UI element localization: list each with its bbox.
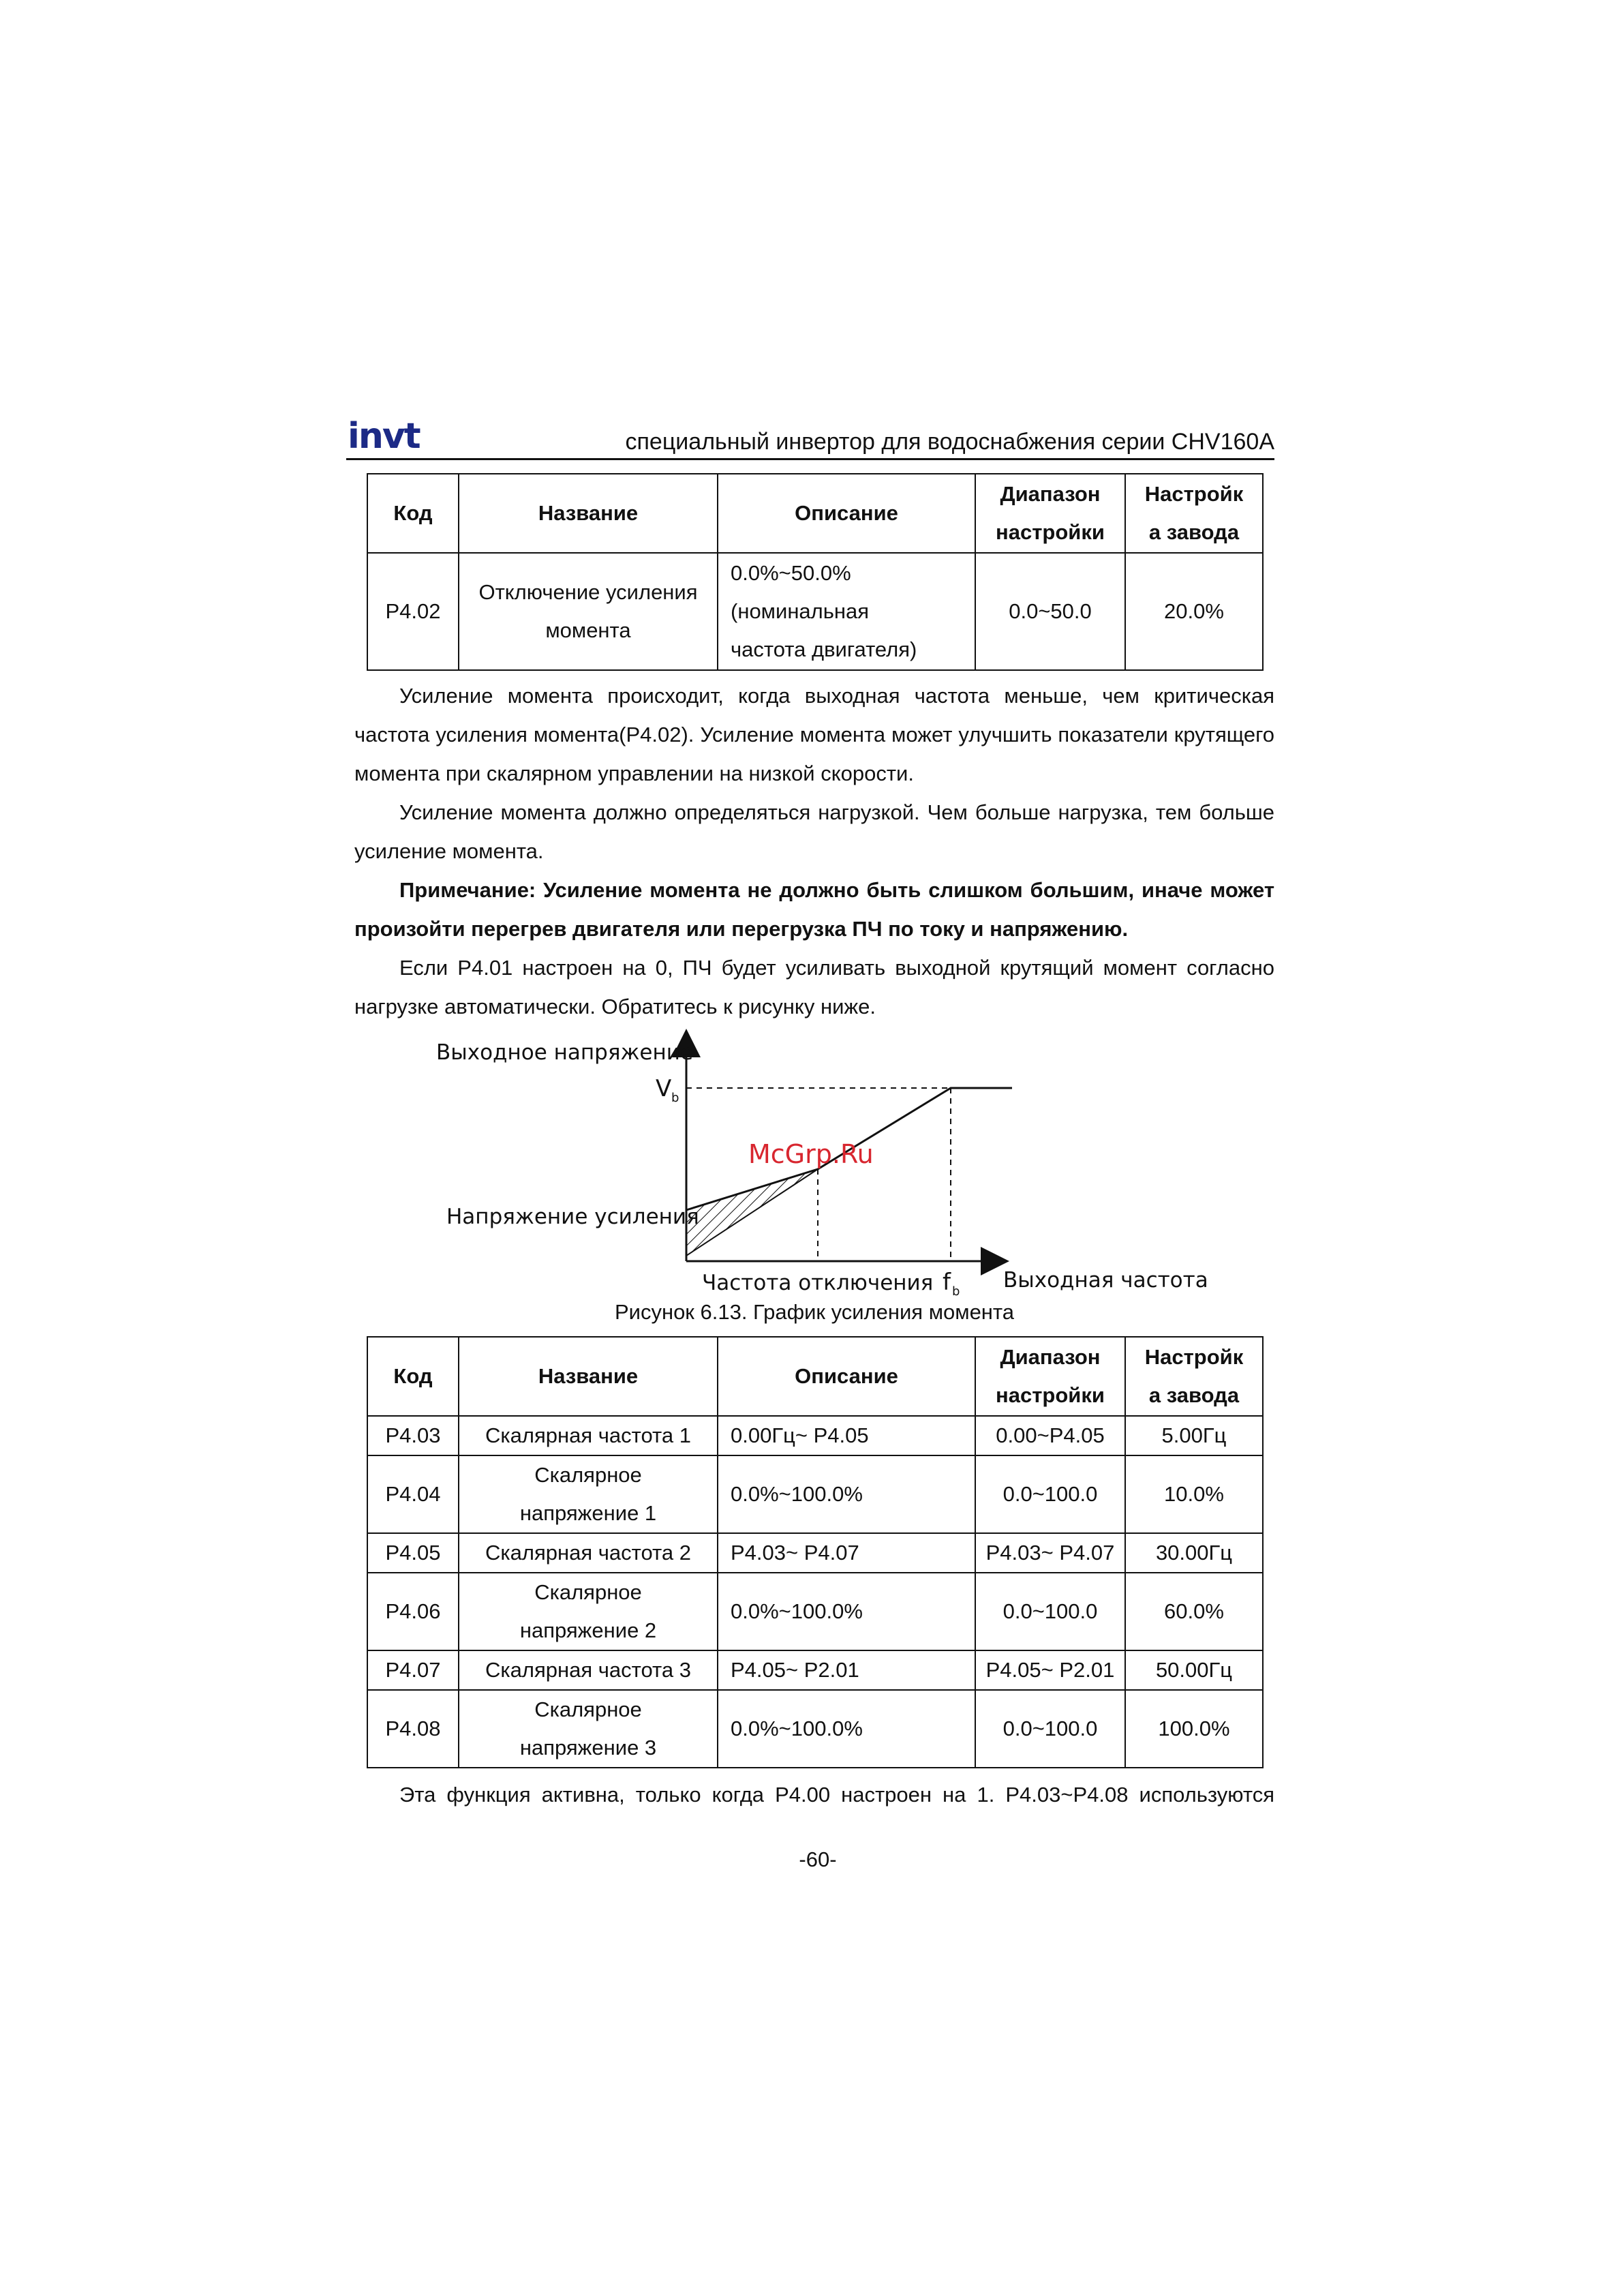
cell-name: Скалярная частота 2 (459, 1533, 718, 1573)
column-header-range: Диапазон настройки (975, 474, 1125, 553)
table-row (367, 1455, 1263, 1533)
cell-default: 100.0% (1125, 1690, 1263, 1768)
fb-subscript: b (952, 1284, 960, 1299)
cell-name: Отключение усиления момента (459, 553, 718, 670)
cell-range: 0.00~P4.05 (975, 1416, 1125, 1455)
table-row (367, 1650, 1263, 1690)
paragraph-boost-load: Усиление момента должно определяться нагрузкой. Чем больше нагрузка, тем больше усиление момента. (354, 800, 1274, 863)
cell-name: Скалярное напряжение 1 (459, 1455, 718, 1533)
cell-code: P4.02 (367, 553, 459, 670)
column-header-name: Название (459, 1337, 718, 1416)
paragraph-function-active: Эта функция активна, только когда P4.00 настроен на 1. P4.03~P4.08 используются (399, 1783, 1274, 1807)
cell-range: 0.0~100.0 (975, 1690, 1125, 1768)
cell-range: P4.05~ P2.01 (975, 1650, 1125, 1690)
cell-default: 5.00Гц (1125, 1416, 1263, 1455)
fb-label: f (943, 1269, 951, 1296)
cell-code: P4.07 (367, 1650, 459, 1690)
figure-caption: Рисунок 6.13. График усиления момента (614, 1300, 1015, 1324)
cell-code: P4.05 (367, 1533, 459, 1573)
vb-label: V (656, 1075, 672, 1102)
column-header-code: Код (367, 1337, 459, 1416)
cell-default: 50.00Гц (1125, 1650, 1263, 1690)
table-row (367, 1533, 1263, 1573)
paragraph-auto-boost: Если P4.01 настроен на 0, ПЧ будет усиливать выходной крутящий момент согласно нагрузке автоматически. Обратитесь к рисунку ниже. (354, 956, 1274, 1018)
column-header-description: Описание (718, 1337, 975, 1416)
table-row (367, 1573, 1263, 1650)
watermark: McGrp.Ru (748, 1139, 874, 1169)
note-paragraph: Примечание: Усиление момента не должно быть слишком большим, иначе может произойти перегрев двигателя или перегрузка ПЧ по току и напряжению. (354, 878, 1274, 941)
header-title: специальный инвертор для водоснабжения серии CHV160A (625, 429, 1274, 455)
cell-default: 60.0% (1125, 1573, 1263, 1650)
cell-default: 10.0% (1125, 1455, 1263, 1533)
cell-name: Скалярное напряжение 2 (459, 1573, 718, 1650)
cell-description: 0.00Гц~ P4.05 (718, 1416, 975, 1455)
column-header-range: Диапазон настройки (975, 1337, 1125, 1416)
cell-description: 0.0%~100.0% (718, 1573, 975, 1650)
cell-code: P4.06 (367, 1573, 459, 1650)
column-header-code: Код (367, 474, 459, 553)
table-row (367, 1690, 1263, 1768)
cell-range: 0.0~100.0 (975, 1455, 1125, 1533)
boost-hatched-area (686, 1169, 818, 1256)
table-header-row (367, 1337, 1263, 1416)
cell-code: P4.03 (367, 1416, 459, 1455)
column-header-default: Настройк а завода (1125, 474, 1263, 553)
cell-description: 0.0%~50.0% (номинальная частота двигателя) (718, 553, 975, 670)
y-axis-label: Выходное напряжение (436, 1040, 693, 1065)
parameter-table-scalar (367, 1336, 1264, 1768)
cell-range: P4.03~ P4.07 (975, 1533, 1125, 1573)
cell-name: Скалярное напряжение 3 (459, 1690, 718, 1768)
cell-name: Скалярная частота 3 (459, 1650, 718, 1690)
column-header-default: Настройк а завода (1125, 1337, 1263, 1416)
column-header-name: Название (459, 474, 718, 553)
cell-description: 0.0%~100.0% (718, 1690, 975, 1768)
paragraph-boost-intro: Усиление момента происходит, когда выходная частота меньше, чем критическая частота усиления момента(P4.02). Усиление момента может улучшить показатели крутящего момента при скалярном управлении на низкой скорости. (354, 684, 1274, 785)
x-axis-label: Выходная частота (1003, 1268, 1208, 1293)
column-header-description: Описание (718, 474, 975, 553)
cell-description: P4.03~ P4.07 (718, 1533, 975, 1573)
cell-name: Скалярная частота 1 (459, 1416, 718, 1455)
cell-description: P4.05~ P2.01 (718, 1650, 975, 1690)
boost-voltage-label: Напряжение усиления (446, 1205, 699, 1229)
cell-description: 0.0%~100.0% (718, 1455, 975, 1533)
logo-text: invt (348, 416, 420, 457)
cell-default: 20.0% (1125, 553, 1263, 670)
page-number: -60- (799, 1847, 837, 1871)
vb-subscript: b (671, 1091, 679, 1105)
cell-code: P4.04 (367, 1455, 459, 1533)
cell-range: 0.0~50.0 (975, 553, 1125, 670)
cell-code: P4.08 (367, 1690, 459, 1768)
cell-default: 30.00Гц (1125, 1533, 1263, 1573)
cell-range: 0.0~100.0 (975, 1573, 1125, 1650)
cutoff-frequency-label: Частота отключения (702, 1271, 934, 1295)
table-row (367, 1416, 1263, 1455)
